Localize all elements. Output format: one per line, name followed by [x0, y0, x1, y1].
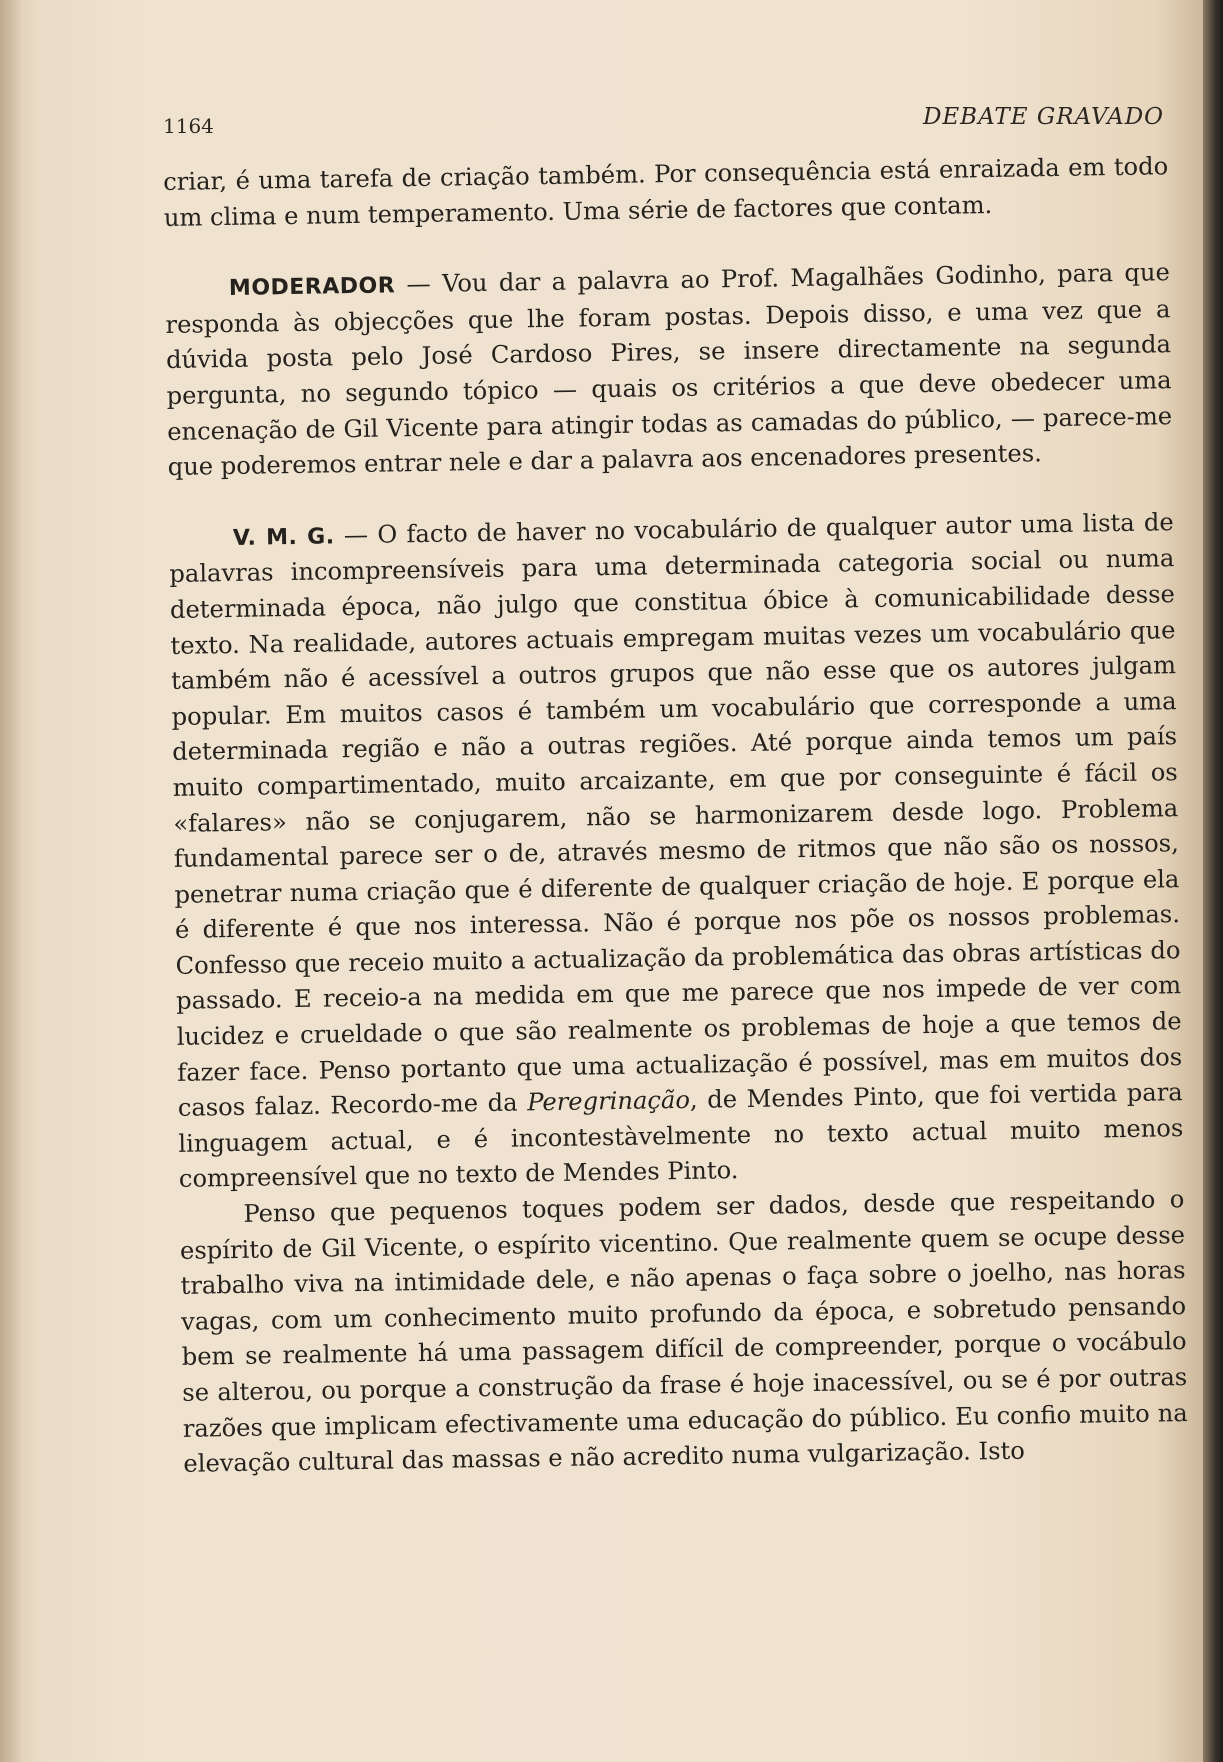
paragraph-final	[179, 1182, 1188, 1483]
speaker-name: MODERADOR	[228, 273, 396, 302]
page-header	[163, 104, 1164, 138]
page-number: 1164	[163, 114, 214, 138]
speaker-name: V. M. G.	[232, 524, 335, 551]
book-title: Peregrinação	[527, 1086, 691, 1117]
paragraph-text: Vou dar a palavra ao Prof. Magalhães Godinho, para que responda às objecções que lhe foram postas. Depois disso, e uma vez que a dúvida posta pelo José Cardoso Pires, se insere directamente na segunda pergunta, no segundo tópico — quais os critérios a que deve obedecer uma encenação de Gil Vicente para atingir todas as camadas do público, — parece-me que poderemos entrar nele e dar a palavra aos encenadores presentes.	[165, 258, 1173, 482]
speaker-dash: —	[394, 269, 443, 299]
paragraph-vmg	[169, 505, 1185, 1198]
paragraph-text: O facto de haver no vocabulário de qualquer autor uma lista de palavras incompreensíveis para uma determinada categoria social ou numa determinada época, não julgo que constitua óbice à comunicabilidade desse texto. Na realidade, autores actuais empregam muitas vezes um vocabulário que também não é acessível a outros grupos que não esse que os autores julgam popular. Em muitos casos é também um vocabulário que corresponde a uma determinada região e não a outras regiões. Até porque ainda temos um país muito compartimentado, muito arcaizante, em que por conseguinte é fácil os «falares» não se conjugarem, não se harmonizarem desde logo. Problema fundamental parece ser o de, através mesmo de ritmos que não são os nossos, penetrar numa criação que é diferente de qualquer criação de hoje. E porque ela é diferente é que nos interessa. Não é porque nos põe os nossos problemas. Confesso que receio muito a actualização da problemática das obras artísticas do passado. E receio-a na medida em que me parece que nos impede de ver com lucidez e crueldade o que são realmente os problemas de hoje a que temos de fazer face. Penso portanto que uma actualização é possível, mas em muitos dos casos falaz. Recordo-me da	[169, 507, 1183, 1123]
speaker-dash: —	[334, 520, 378, 550]
running-head: DEBATE GRAVADO	[922, 104, 1164, 130]
paragraph-text: Penso que pequenos toques podem ser dados, desde que respeitando o espírito de Gil Vicente, o espírito vicentino. Que realmente quem se ocupe desse trabalho viva na intimidade dele, e não apenas o faça sobre o joelho, nas horas vagas, com um conhecimento muito profundo da época, e sobretudo pensando bem se realmente há uma passagem difícil de compreender, porque o vocábulo se alterou, ou porque a construção da frase é hoje inacessível, ou se é por outras razões que implicam efectivamente uma educação do público. Eu confio muito na elevação cultural das massas e não acredito numa vulgarização. Isto	[179, 1185, 1188, 1479]
page-edge-shadow	[1203, 0, 1223, 1762]
paragraph-continuation	[163, 149, 1169, 236]
paragraph-moderador	[165, 255, 1173, 485]
paragraph-text: criar, é uma tarefa de criação também. Por consequência está enraizada em todo um clima e num temperamento. Uma série de factores que contam.	[163, 152, 1169, 232]
body-text	[163, 149, 1189, 1482]
paragraph-text-end: , de Mendes Pinto, que foi vertida para linguagem actual, e é incontestàvelmente no texto actual muito menos compreensível que no texto de Mendes Pinto.	[178, 1078, 1184, 1194]
